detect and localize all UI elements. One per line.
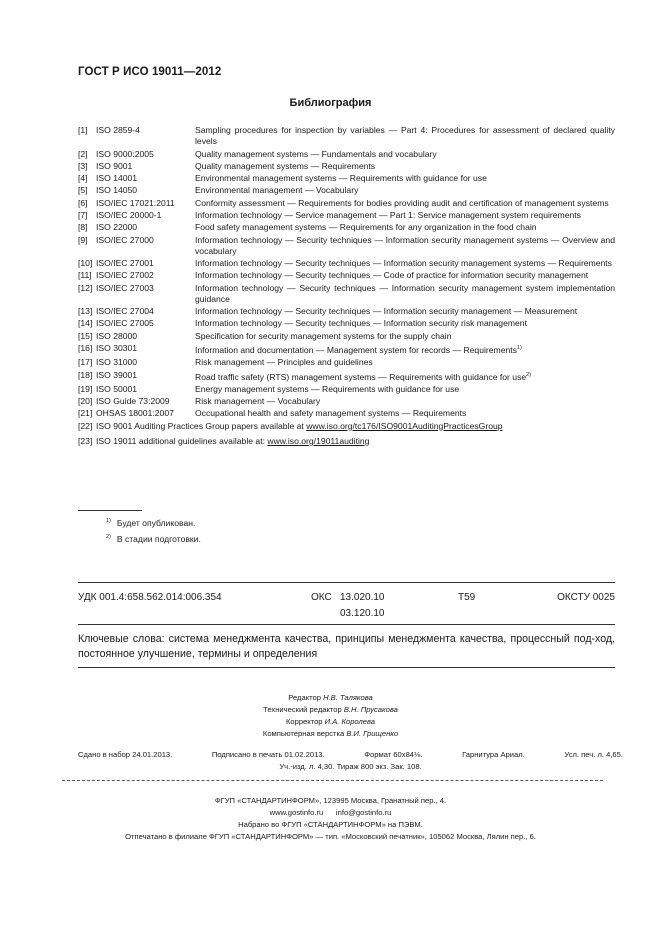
okstu-code: ОКСТУ 0025 [557, 592, 615, 603]
entry-title: Information technology — Security techniques — Information security management — Measurement [195, 306, 578, 317]
entry-title: Information technology — Security techniques — Information security management systems — Requirements [195, 258, 612, 269]
publisher-typeset: Набрано во ФГУП «СТАНДАРТИНФОРМ» на ПЭВМ. [238, 820, 423, 829]
entry-code: ISO/IEC 27000 [96, 234, 154, 245]
entry-title: Environmental management systems — Requirements with guidance for use [195, 173, 487, 184]
print-format: Формат 60x84⅛. [364, 750, 423, 759]
bibliography-entry [78, 370, 615, 383]
entry-code: ISO 2859-4 [96, 125, 140, 135]
dashed-rule [62, 780, 603, 781]
entry-number: [1] [78, 125, 88, 135]
bibliography-entry [78, 198, 615, 209]
entry-title: Conformity assessment — Requirements for bodies providing audit and certification of management systems [195, 197, 609, 208]
publisher-address: ФГУП «СТАНДАРТИНФОРМ», 123995 Москва, Гранатный пер., 4. [214, 796, 447, 805]
bibliography-entry [78, 436, 615, 447]
entry-title: Risk management — Vocabulary [195, 395, 321, 406]
bibliography-entry [78, 270, 615, 281]
bibliography-entry [78, 222, 615, 233]
bibliography-entry [78, 421, 615, 432]
credits [0, 692, 661, 740]
bibliography-entry [78, 343, 615, 356]
print-line2: Уч.-изд. л. 4,30. Тираж 800 экз. Зак. 108. [279, 762, 422, 771]
entry-link[interactable]: www.iso.org/tc176/ISO9001AuditingPracticesGroup [306, 420, 503, 431]
entry-footnote-mark: 2) [526, 371, 532, 378]
bibliography-entry [78, 258, 615, 269]
entry-title: Sampling procedures for inspection by variables — Part 4: Procedures for assessment of declared quality levels [195, 125, 615, 147]
entry-title: Food safety management systems — Requirements for any organization in the food chain [195, 222, 537, 233]
entry-number: [23] [78, 435, 93, 446]
entry-code: ISO/IEC 27003 [96, 282, 154, 293]
bibliography-entry [78, 318, 615, 329]
bibliography-entry [78, 173, 615, 184]
entry-number: [5] [78, 185, 88, 196]
entry-code: ISO 14050 [96, 185, 138, 196]
bibliography-entry [78, 357, 615, 368]
footnote-text: В стадии подготовки. [116, 533, 201, 544]
t-code: Т59 [458, 592, 476, 603]
entry-code: ISO/IEC 27004 [96, 306, 154, 317]
entry-code: ISO 50001 [96, 383, 138, 394]
footnote-rule [78, 510, 142, 511]
entry-number: [15] [78, 330, 93, 341]
entry-number: [9] [78, 234, 88, 245]
publisher-info [0, 795, 661, 843]
print-sheets: Усл. печ. л. 4,65. [564, 750, 623, 759]
oks-code-2: 03.120.10 [340, 608, 385, 619]
footnote-mark: 2) [106, 533, 111, 540]
entry-title: Road traffic safety (RTS) management systems — Requirements with guidance for use$^{2)}$ [195, 371, 532, 382]
bibliography-entry [78, 161, 615, 172]
entry-link[interactable]: www.iso.org/19011auditing [267, 435, 370, 446]
bibliography-entry [78, 125, 615, 147]
entry-number: [11] [78, 270, 92, 281]
entry-title: Quality management systems — Fundamentals and vocabulary [195, 148, 437, 159]
entry-title: Information technology — Security techniques — Information security management system implementation guidance [195, 282, 615, 304]
entry-footnote-mark: 1) [516, 345, 522, 352]
entry-title: Environmental management — Vocabulary [195, 185, 359, 196]
entry-number: [4] [78, 173, 88, 184]
entry-number: [10] [78, 258, 93, 269]
entry-title: Information technology — Security techniques — Information security management systems — Overview and vocabulary [195, 234, 615, 256]
footnotes [106, 514, 201, 546]
entry-number: [3] [78, 160, 88, 171]
publisher-site: www.gostinfo.ru [269, 808, 324, 817]
bibliography-entry [78, 149, 615, 160]
bibliography-entry [78, 396, 615, 407]
bibliography-entry [78, 283, 615, 305]
entry-title: Specification for security management systems for the supply chain [195, 330, 452, 341]
entry-number: [6] [78, 197, 88, 208]
oks-label: ОКС [311, 592, 332, 603]
entry-number: [7] [78, 209, 88, 220]
entry-code: ISO/IEC 17021:2011 [96, 197, 175, 208]
entry-number: [2] [78, 148, 88, 159]
credit-tech-editor: Технический редактор В.Н. Прусакова [263, 705, 398, 714]
entry-title: Information and documentation — Management system for records — Requirements$^{1)}$ [195, 344, 522, 355]
credit-layout: Компьютерная верстка В.И. Грищенко [262, 729, 399, 738]
bibliography-list [78, 125, 615, 448]
footnote-text: Будет опубликован. [116, 517, 196, 528]
footnote-2 [106, 530, 201, 546]
entry-code: ISO/IEC 27002 [96, 270, 154, 281]
entry-code: ISO 9000:2005 [96, 148, 154, 159]
entry-title: ISO 19011 additional guidelines available at: www.iso.org/19011auditing [96, 435, 370, 446]
divider-mid [78, 624, 615, 625]
entry-number: [18] [78, 369, 93, 380]
entry-code: ISO/IEC 27001 [96, 258, 154, 269]
document-header: ГОСТ Р ИСО 19011—2012 [78, 66, 222, 78]
divider-top [78, 582, 615, 583]
entry-number: [17] [78, 357, 93, 368]
bibliography-title: Библиография [289, 97, 372, 109]
footnote-mark: 1) [106, 518, 111, 524]
entry-number: [20] [78, 395, 93, 406]
publisher-email: info@gostinfo.ru [335, 808, 392, 817]
udk-code: УДК 001.4:658.562.014:006.354 [78, 592, 222, 603]
entry-number: [19] [78, 383, 93, 394]
entry-code: ISO 39001 [96, 369, 138, 380]
publisher-printer: Отпечатано в филиале ФГУП «СТАНДАРТИНФОРМ» — тип. «Московский печатник», 105062 Москва, Лялин пер., 6. [125, 832, 536, 841]
publisher-contacts [0, 807, 661, 819]
entry-code: ISO/IEC 27005 [96, 318, 154, 329]
entry-title: Occupational health and safety management systems — Requirements [195, 408, 467, 419]
bibliography-entry [78, 235, 615, 257]
entry-title: Quality management systems — Requirements [195, 160, 376, 171]
bibliography-entry [78, 384, 615, 395]
entry-title: Risk management — Principles and guidelines [195, 357, 373, 368]
footnote-1 [106, 514, 201, 530]
entry-number: [8] [78, 222, 88, 233]
entry-code: ISO Guide 73:2009 [96, 395, 170, 406]
entry-code: ISO 14001 [96, 173, 138, 184]
oks-code-1: 13.020.10 [340, 592, 385, 603]
entry-title: Information technology — Service management — Part 1: Service management system requirements [195, 209, 581, 220]
bibliography-entry [78, 210, 615, 221]
print-font: Гарнитура Ариал. [462, 750, 525, 759]
credit-proofreader: Корректор И.А. Королева [285, 717, 376, 726]
entry-code: ISO/IEC 20000-1 [96, 209, 162, 220]
entry-title: ISO 9001 Auditing Practices Group papers available at www.iso.org/tc176/ISO9001AuditingPracticesGroup [96, 420, 503, 431]
entry-number: [12] [78, 282, 93, 293]
entry-code: ISO 30301 [96, 343, 138, 354]
entry-number: [13] [78, 306, 93, 317]
entry-number: [14] [78, 318, 93, 329]
entry-title: Energy management systems — Requirements with guidance for use [195, 383, 460, 394]
entry-title: Information technology — Security techniques — Code of practice for information security management [195, 270, 589, 281]
entry-number: [21] [78, 408, 93, 419]
entry-number: [16] [78, 343, 93, 354]
entry-code: ISO 9001 [96, 160, 133, 171]
entry-code: ISO 31000 [96, 357, 138, 368]
entry-code: ISO 28000 [96, 330, 138, 341]
entry-number: [22] [78, 420, 93, 431]
divider-bottom [78, 667, 615, 668]
print-sent: Сдано в набор 24.01.2013. [78, 750, 173, 759]
entry-code: OHSAS 18001:2007 [96, 408, 174, 419]
bibliography-entry [78, 331, 615, 342]
entry-title: Information technology — Security techniques — Information security risk management [195, 318, 527, 329]
bibliography-entry [78, 408, 615, 419]
bibliography-entry [78, 185, 615, 196]
print-info [78, 749, 623, 773]
keywords: Ключевые слова: система менеджмента качества, принципы менеджмента качества, процессный под-ход, постоянное улучшение, термины и определения [78, 633, 615, 660]
credit-editor: Редактор Н.В. Талякова [288, 693, 373, 702]
entry-code: ISO 22000 [96, 222, 138, 233]
print-signed: Подписано в печать 01.02.2013. [211, 750, 325, 759]
bibliography-entry [78, 306, 615, 317]
